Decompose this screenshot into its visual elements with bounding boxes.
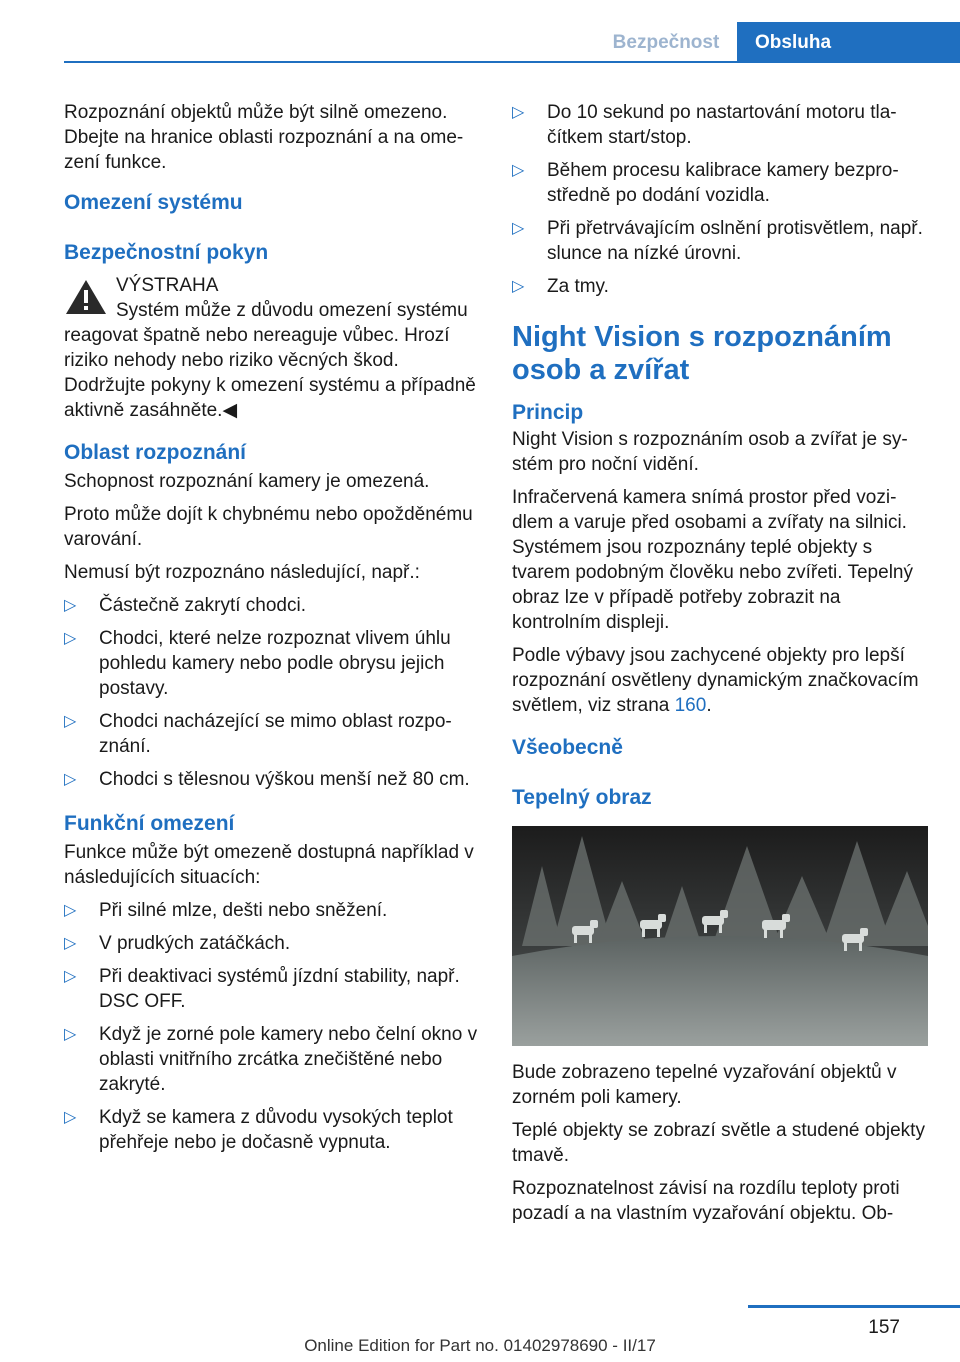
funkcni-paragraph: Funkce může být omezeně dostupná například v následujících situacích: [64, 842, 474, 888]
warning-title: VÝSTRAHA [116, 275, 219, 296]
heading-bezpecnostni-pokyn: Bezpečnostní pokyn [64, 241, 269, 264]
left-column [64, 100, 478, 1163]
list-item: ▷ Do 10 sekund po nastartování motoru tlačítkem start/stop. [512, 102, 897, 148]
princip-paragraph-3: Podle výbavy jsou zachycené objekty pro lepší rozpoznání osvětleny dynamickým značkovacím světlem, viz strana 160. [512, 645, 919, 716]
oblast-list [64, 593, 478, 792]
list-item: ▷ Chodci s tělesnou výškou menší než 80 cm. [64, 769, 470, 790]
oblast-paragraph-3: Nemusí být rozpoznáno následující, např.: [64, 562, 420, 583]
list-item: ▷ Částečně zakrytí chodci. [64, 595, 306, 616]
triangle-right-icon: ▷ [64, 713, 77, 730]
list-item: ▷ Chodci nacházející se mimo oblast rozpoznání. [64, 711, 452, 757]
thermal-image-illustration [512, 826, 928, 1046]
list-item: ▷ V prudkých zatáčkách. [64, 933, 291, 954]
heading-oblast-rozpoznani: Oblast rozpoznání [64, 441, 247, 464]
right-column [512, 100, 928, 1236]
tab-bezpecnost[interactable]: Bezpečnost [612, 31, 720, 53]
heading-omezeni-systemu: Omezení systému [64, 191, 243, 214]
list-item: ▷ Při silné mlze, dešti nebo sněžení. [64, 900, 388, 921]
heading-princip: Princip [512, 401, 584, 424]
footer-rule [748, 1305, 960, 1308]
list-item: ▷ Při přetrvávajícím oslnění protisvětlem, např. slunce na nízké úrovni. [512, 218, 923, 264]
triangle-right-icon: ▷ [64, 935, 77, 952]
tepelny-paragraph-1: Bude zobrazeno tepelné vyzařování objektů v zorném poli kamery. [512, 1062, 897, 1108]
tepelny-paragraph-3: Rozpoznatelnost závisí na rozdílu teploty proti pozadí a na vlastním vyzařování objektu. Ob- [512, 1178, 900, 1224]
tab-obsluha[interactable]: Obsluha [737, 22, 960, 63]
triangle-right-icon: ▷ [64, 771, 77, 788]
footer-edition-note: Online Edition for Part no. 01402978690 - II/17 [304, 1336, 656, 1355]
oblast-paragraph-1: Schopnost rozpoznání kamery je omezená. [64, 471, 430, 492]
list-item: ▷ Během procesu kalibrace kamery bezprostředně po dodání vozidla. [512, 160, 899, 206]
princip-paragraph-2: Infračervená kamera snímá prostor před vozidlem a varuje před osobami a zvířaty na silnici. Systémem jsou rozpoznány teplé objekty s tvarem podobným člověku nebo zvířeti. Tepelný obraz lze v případě potřeby zobrazit na kontrolním displeji. [512, 487, 913, 633]
list-item: ▷ Když je zorné pole kamery nebo čelní okno v oblasti vnitřního zrcátka znečištěné nebo zakryté. [64, 1024, 478, 1095]
triangle-right-icon: ▷ [64, 630, 77, 647]
triangle-right-icon: ▷ [64, 1109, 77, 1126]
funkcni-list [64, 898, 478, 1155]
triangle-right-icon: ▷ [512, 278, 525, 295]
triangle-right-icon: ▷ [512, 162, 525, 179]
triangle-right-icon: ▷ [64, 597, 77, 614]
warning-triangle-icon [64, 277, 108, 317]
triangle-right-icon: ▷ [64, 968, 77, 985]
oblast-paragraph-2: Proto může dojít k chybnému nebo opožděnému varování. [64, 504, 473, 550]
page-number: 157 [868, 1317, 900, 1338]
list-item: ▷ Za tmy. [512, 276, 609, 297]
list-item: ▷ Když se kamera z důvodu vysokých teplot přehřeje nebo je dočasně vypnuta. [64, 1107, 453, 1153]
intro-paragraph: Rozpoznání objektů může být silně omezeno. Dbejte na hranice oblasti rozpoznání a na omezení funkce. [64, 102, 464, 173]
princip-paragraph-1: Night Vision s rozpoznáním osob a zvířat je systém pro noční vidění. [512, 429, 908, 475]
page-link-160[interactable]: 160 [674, 695, 707, 716]
triangle-right-icon: ▷ [64, 1026, 77, 1043]
heading-funkcni-omezeni: Funkční omezení [64, 812, 235, 835]
conditions-list [512, 100, 928, 299]
heading-tepelny-obraz: Tepelný obraz [512, 786, 652, 809]
triangle-right-icon: ▷ [64, 902, 77, 919]
heading-vseobecne: Všeobecně [512, 736, 623, 759]
section-title-night-vision: Night Vision s rozpoznáním osob a zvířat [512, 321, 892, 386]
list-item: ▷ Při deaktivaci systémů jízdní stability, např. DSC OFF. [64, 966, 460, 1012]
triangle-right-icon: ▷ [512, 104, 525, 121]
header-rule [64, 61, 960, 63]
list-item: ▷ Chodci, které nelze rozpoznat vlivem úhlu pohledu kamery nebo podle obrysu jejich postavy. [64, 628, 451, 699]
warning-text: Systém může z důvodu omezení systému reagovat špatně nebo nereaguje vůbec. Hrozí riziko nehody nebo riziko věcných škod. Dodržujte pokyny k omezení systému a případně aktivně zasáhněte.◀ [64, 300, 476, 421]
warning-block [64, 273, 478, 423]
triangle-right-icon: ▷ [512, 220, 525, 237]
tepelny-paragraph-2: Teplé objekty se zobrazí světle a studené objekty tmavě. [512, 1120, 925, 1166]
